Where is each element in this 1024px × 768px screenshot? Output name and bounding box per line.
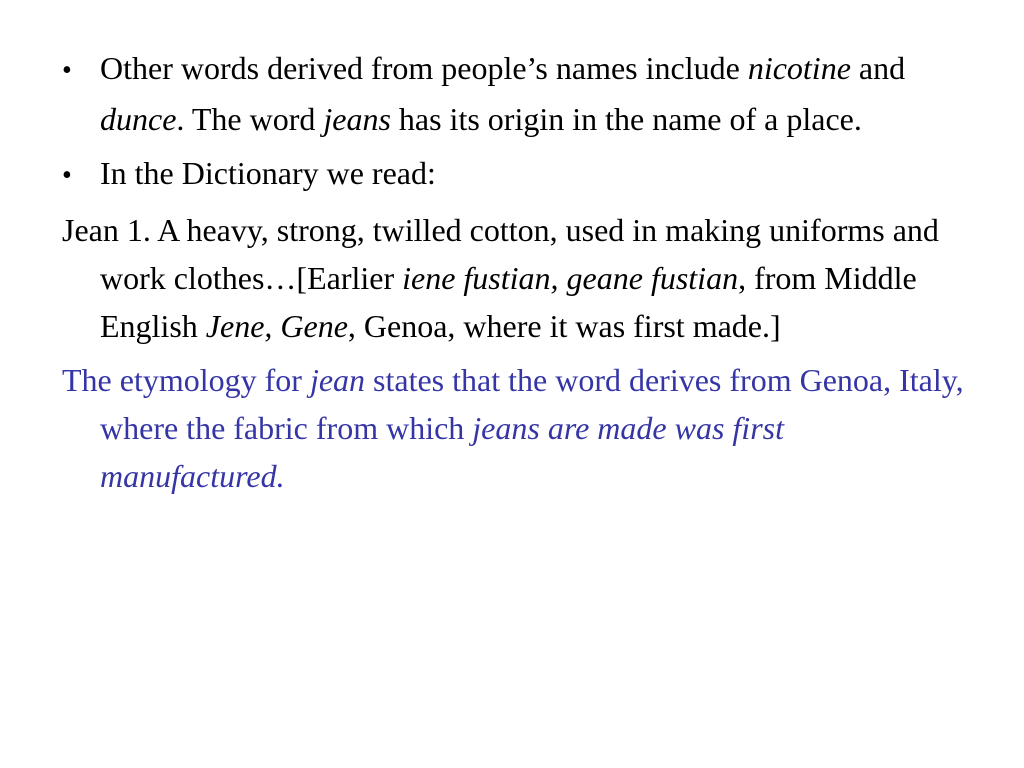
definition-text-2: , from Middle English (100, 260, 917, 344)
etymology-text-1: The etymology for (62, 362, 310, 398)
bullet-item-names (62, 44, 964, 143)
definition-text-3: , Genoa, where it was first made.] (347, 308, 781, 344)
etymology-italic-end: jeans are made was first manufactured. (100, 410, 784, 494)
bullet1-text-4: has its origin in the name of a place. (390, 101, 862, 137)
word-jeans: jeans (323, 101, 391, 137)
etymology-note (62, 356, 964, 500)
bullet1-text-3: . The word (176, 101, 324, 137)
etymology-text-2: states that the word derives from Genoa, Italy, where the fabric from which (100, 362, 964, 446)
word-nicotine: nicotine (747, 50, 851, 86)
word-dunce: dunce (100, 101, 177, 137)
word-jean: jean (309, 362, 366, 398)
definition-italic-1: iene fustian, geane fustian (402, 260, 739, 296)
bullet2-text: In the Dictionary we read: (100, 155, 436, 191)
definition-italic-2: Jene, Gene (205, 308, 348, 344)
bullet1-text-2: and (850, 50, 906, 86)
definition-text-1: Jean 1. A heavy, strong, twilled cotton, used in making uniforms and work clothes…[Earlier (62, 212, 939, 296)
dictionary-definition (62, 206, 964, 350)
bullet1-text-1: Other words derived from people’s names include (100, 50, 748, 86)
bullet-item-dictionary (62, 149, 964, 200)
